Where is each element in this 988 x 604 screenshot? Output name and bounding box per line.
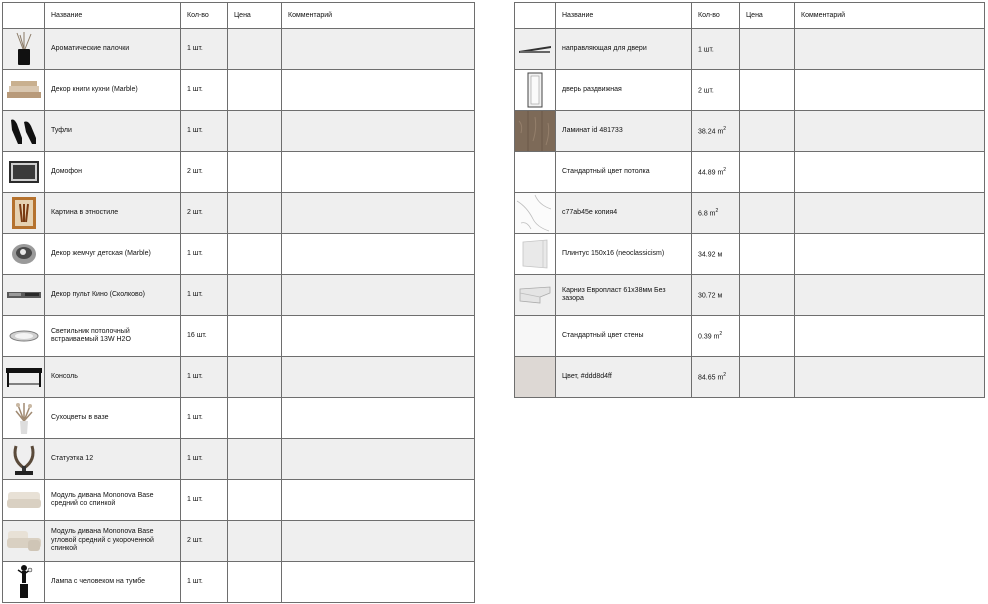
header-row	[515, 3, 985, 29]
price-header: Цена	[740, 3, 795, 29]
item-quantity	[181, 275, 228, 316]
item-price	[228, 521, 282, 562]
item-quantity	[692, 193, 740, 234]
thumbnail-cell	[515, 29, 556, 70]
table-row	[3, 234, 475, 275]
item-price	[740, 234, 795, 275]
console-table-icon	[3, 357, 44, 397]
quantity-value: 1 шт.	[187, 495, 203, 503]
quantity-value: 44.89 m	[698, 169, 724, 177]
item-name: направляющая для двери	[556, 29, 692, 70]
item-price	[228, 152, 282, 193]
table-row	[515, 275, 985, 316]
item-price	[228, 480, 282, 521]
statuette-icon	[3, 439, 44, 479]
qty-header: Кол-во	[181, 3, 228, 29]
item-comment	[282, 316, 475, 357]
item-comment	[282, 152, 475, 193]
table-row	[3, 111, 475, 152]
item-comment	[282, 480, 475, 521]
item-name: Стандартный цвет стены	[556, 316, 692, 357]
table-row	[3, 439, 475, 480]
item-comment	[282, 398, 475, 439]
table-row	[515, 234, 985, 275]
thumbnail-cell	[515, 234, 556, 275]
item-price	[740, 275, 795, 316]
item-name: Статуэтка 12	[45, 439, 181, 480]
item-price	[740, 357, 795, 398]
quantity-value: 2 шт.	[187, 167, 203, 175]
unit-superscript: 2	[723, 167, 727, 174]
books-icon	[3, 70, 44, 110]
item-comment	[795, 152, 985, 193]
item-name: Плинтус 150x16 (neoclassicism)	[556, 234, 692, 275]
item-name: Стандартный цвет потолка	[556, 152, 692, 193]
item-quantity	[181, 29, 228, 70]
item-quantity	[692, 234, 740, 275]
item-comment	[282, 29, 475, 70]
sofa-corner-icon	[3, 521, 44, 561]
quantity-value: 2 шт.	[698, 87, 714, 95]
ceiling-light-icon	[3, 316, 44, 356]
table-row	[3, 193, 475, 234]
item-price	[740, 29, 795, 70]
item-comment	[795, 111, 985, 152]
comment-header: Комментарий	[795, 3, 985, 29]
thumbnail-cell	[3, 357, 45, 398]
aroma-sticks-icon	[3, 29, 44, 69]
item-name: Консоль	[45, 357, 181, 398]
item-quantity	[181, 398, 228, 439]
item-comment	[282, 70, 475, 111]
table-row	[515, 316, 985, 357]
sliding-door-icon	[515, 70, 555, 110]
thumbnail-cell	[515, 111, 556, 152]
item-comment	[282, 439, 475, 480]
dried-flowers-icon	[3, 398, 44, 438]
item-comment	[795, 275, 985, 316]
table-row	[3, 521, 475, 562]
thumbnail-header	[3, 3, 45, 29]
item-price	[228, 439, 282, 480]
ceiling-color-icon	[515, 152, 555, 192]
baseboard-icon	[515, 234, 555, 274]
item-price	[228, 193, 282, 234]
thumbnail-cell	[515, 152, 556, 193]
thumbnail-cell	[3, 562, 45, 603]
wall-color-icon	[515, 316, 555, 356]
cornice-icon	[515, 275, 555, 315]
item-quantity	[181, 316, 228, 357]
quantity-value: 1 шт.	[698, 46, 714, 54]
unit-superscript: 2	[715, 208, 719, 215]
table-row	[3, 357, 475, 398]
item-quantity	[181, 521, 228, 562]
thumbnail-cell	[3, 480, 45, 521]
item-quantity	[181, 234, 228, 275]
item-name: Цвет, #ddd8d4ff	[556, 357, 692, 398]
item-comment	[282, 357, 475, 398]
thumbnail-cell	[3, 316, 45, 357]
item-price	[740, 152, 795, 193]
quantity-value: 16 шт.	[187, 331, 207, 339]
item-comment	[795, 29, 985, 70]
quantity-value: 1 шт.	[187, 290, 203, 298]
right-specification-table	[514, 2, 985, 398]
thumbnail-cell	[515, 316, 556, 357]
item-price	[740, 193, 795, 234]
item-comment	[282, 234, 475, 275]
table-row	[3, 398, 475, 439]
item-quantity	[181, 480, 228, 521]
lamp-figure-icon	[3, 562, 44, 602]
header-row	[3, 3, 475, 29]
thumbnail-cell	[3, 152, 45, 193]
thumbnail-cell	[3, 398, 45, 439]
item-comment	[795, 70, 985, 111]
item-price	[228, 316, 282, 357]
unit-superscript: 2	[723, 126, 727, 133]
item-comment	[282, 111, 475, 152]
item-name: Декор книги кухни (Marble)	[45, 70, 181, 111]
thumbnail-cell	[515, 357, 556, 398]
item-quantity	[692, 70, 740, 111]
item-quantity	[181, 111, 228, 152]
item-name: Ламинат id 481733	[556, 111, 692, 152]
quantity-value: 1 шт.	[187, 372, 203, 380]
intercom-icon	[3, 152, 44, 192]
item-price	[228, 357, 282, 398]
table-row	[3, 316, 475, 357]
item-name: Туфли	[45, 111, 181, 152]
quantity-value: 1 шт.	[187, 85, 203, 93]
quantity-value: 34.92 м	[698, 251, 723, 259]
item-quantity	[181, 152, 228, 193]
thumbnail-cell	[3, 193, 45, 234]
quantity-value: 6.8 m	[698, 210, 716, 218]
quantity-value: 1 шт.	[187, 413, 203, 421]
item-price	[228, 29, 282, 70]
item-price	[740, 111, 795, 152]
table-row	[3, 70, 475, 111]
laminate-icon	[515, 111, 555, 151]
painting-icon	[3, 193, 44, 233]
table-row	[3, 562, 475, 603]
item-comment	[795, 193, 985, 234]
quantity-value: 1 шт.	[187, 44, 203, 52]
table-row	[3, 152, 475, 193]
left-specification-table	[2, 2, 475, 603]
item-price	[228, 398, 282, 439]
item-name: Модуль дивана Mononova Base угловой средний с укороченной спинкой	[45, 521, 181, 562]
item-name: Домофон	[45, 152, 181, 193]
unit-superscript: 2	[723, 372, 727, 379]
item-comment	[282, 193, 475, 234]
table-row	[3, 275, 475, 316]
item-quantity	[692, 275, 740, 316]
item-quantity	[181, 70, 228, 111]
table-row	[515, 70, 985, 111]
thumbnail-cell	[515, 275, 556, 316]
item-quantity	[692, 316, 740, 357]
item-price	[228, 111, 282, 152]
item-comment	[795, 316, 985, 357]
name-header: Название	[556, 3, 692, 29]
quantity-value: 2 шт.	[187, 536, 203, 544]
marble-texture-icon	[515, 193, 555, 233]
comment-header: Комментарий	[282, 3, 475, 29]
item-quantity	[181, 562, 228, 603]
quantity-value: 30.72 м	[698, 292, 723, 300]
shoes-icon	[3, 111, 44, 151]
quantity-value: 1 шт.	[187, 454, 203, 462]
item-name: Светильник потолочный встраиваемый 13W H2O	[45, 316, 181, 357]
item-quantity	[692, 357, 740, 398]
quantity-value: 84.65 m	[698, 374, 724, 382]
quantity-value: 0.39 m	[698, 333, 720, 341]
thumbnail-cell	[3, 70, 45, 111]
item-price	[228, 562, 282, 603]
item-comment	[282, 521, 475, 562]
thumbnail-cell	[3, 439, 45, 480]
item-name: Сухоцветы в вазе	[45, 398, 181, 439]
item-price	[228, 70, 282, 111]
item-quantity	[692, 152, 740, 193]
item-quantity	[692, 111, 740, 152]
unit-superscript: 2	[719, 331, 723, 338]
thumbnail-cell	[515, 193, 556, 234]
quantity-value: 1 шт.	[187, 249, 203, 257]
item-quantity	[181, 439, 228, 480]
table-row	[3, 480, 475, 521]
item-comment	[795, 234, 985, 275]
item-comment	[282, 562, 475, 603]
table-row	[3, 29, 475, 70]
sofa-module-icon	[3, 480, 44, 520]
item-quantity	[181, 193, 228, 234]
thumbnail-cell	[3, 29, 45, 70]
thumbnail-cell	[3, 275, 45, 316]
door-rail-icon	[515, 29, 555, 69]
quantity-value: 1 шт.	[187, 577, 203, 585]
item-name: Лампа с человеком на тумбе	[45, 562, 181, 603]
item-name: c77ab45e копия4	[556, 193, 692, 234]
item-name: дверь раздвижная	[556, 70, 692, 111]
item-price	[228, 275, 282, 316]
table-row	[515, 29, 985, 70]
quantity-value: 1 шт.	[187, 126, 203, 134]
pearl-decor-icon	[3, 234, 44, 274]
item-name: Картина в этностиле	[45, 193, 181, 234]
thumbnail-header	[515, 3, 556, 29]
item-name: Декор жемчуг детская (Marble)	[45, 234, 181, 275]
quantity-value: 2 шт.	[187, 208, 203, 216]
thumbnail-cell	[3, 234, 45, 275]
table-row	[515, 193, 985, 234]
item-comment	[282, 275, 475, 316]
table-row	[515, 357, 985, 398]
item-quantity	[181, 357, 228, 398]
item-name: Ароматические палочки	[45, 29, 181, 70]
table-row	[515, 111, 985, 152]
color-swatch-icon	[515, 357, 555, 397]
item-price	[740, 70, 795, 111]
thumbnail-cell	[515, 70, 556, 111]
item-name: Модуль дивана Mononova Base средний со спинкой	[45, 480, 181, 521]
qty-header: Кол-во	[692, 3, 740, 29]
remote-decor-icon	[3, 275, 44, 315]
table-row	[515, 152, 985, 193]
thumbnail-cell	[3, 111, 45, 152]
price-header: Цена	[228, 3, 282, 29]
item-name: Декор пульт Кино (Сколково)	[45, 275, 181, 316]
name-header: Название	[45, 3, 181, 29]
thumbnail-cell	[3, 521, 45, 562]
item-price	[740, 316, 795, 357]
item-quantity	[692, 29, 740, 70]
item-name: Карниз Европласт 61x38мм Без зазора	[556, 275, 692, 316]
item-price	[228, 234, 282, 275]
item-comment	[795, 357, 985, 398]
quantity-value: 38.24 m	[698, 128, 724, 136]
